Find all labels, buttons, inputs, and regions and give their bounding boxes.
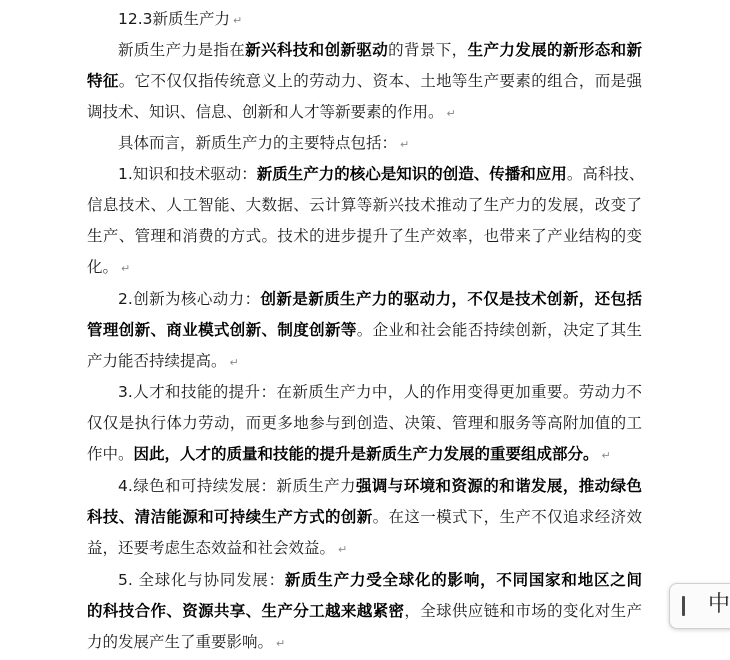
- bold-text: 因此，人才的质量和技能的提升是新质生产力发展的重要组成部分。: [133, 445, 599, 463]
- body-text: ，全球供应链和市场的变化对生产: [404, 602, 642, 620]
- bold-text: 科技、清洁能源和可持续生产方式的创新: [87, 508, 373, 526]
- paragraph-7-line-3: [87, 632, 642, 654]
- paragraph-mark: ↵: [601, 449, 611, 462]
- body-text: 作中。: [87, 445, 134, 463]
- paragraph-4-line-2: [87, 320, 642, 342]
- paragraph-mark: ↵: [276, 637, 286, 650]
- paragraph-6-line-3: [87, 538, 642, 560]
- paragraph-mark: ↵: [338, 543, 348, 556]
- bold-text: 的科技合作、资源共享、生产分工越来越紧密: [87, 602, 405, 620]
- body-text: 仅仅是执行体力劳动，而更多地参与到创造、决策、管理和服务等高附加值的工: [87, 414, 642, 432]
- paragraph-6-line-1: [118, 476, 642, 498]
- body-text: 。它不仅仅指传统意义上的劳动力、资本、土地等生产要素的组合，而是强: [118, 72, 642, 90]
- body-text: 调技术、知识、信息、创新和人才等新要素的作用。: [87, 103, 444, 121]
- paragraph-3-line-2: [87, 195, 642, 217]
- body-text: 。企业和社会能否持续创新，决定了其生: [356, 321, 642, 339]
- paragraph-mark: ↵: [229, 356, 239, 369]
- body-text: 化。: [87, 258, 119, 276]
- bold-text: 新兴科技和创新驱动: [245, 41, 389, 59]
- body-text: 2.创新为核心动力：: [118, 290, 261, 308]
- paragraph-5-line-2: [87, 413, 642, 435]
- ime-toolbar[interactable]: [669, 583, 730, 629]
- paragraph-6-line-2: [87, 507, 642, 529]
- body-text: 的背景下，: [388, 41, 468, 59]
- paragraph-4-line-3: [87, 351, 642, 373]
- body-text: 。在这一模式下，生产不仅追求经济效: [372, 508, 642, 526]
- bold-text: 生产力发展的新形态和新: [467, 41, 642, 59]
- paragraph-mark: ↵: [121, 262, 131, 275]
- paragraph-2-line-1: [118, 133, 642, 155]
- paragraph-5-line-3: [87, 444, 642, 466]
- body-text: 新质生产力是指在: [118, 41, 246, 59]
- body-text: 信息技术、人工智能、大数据、云计算等新兴技术推动了生产力的发展，改变了: [87, 196, 642, 214]
- paragraph-mark: ↵: [446, 107, 456, 120]
- ime-drag-handle-icon[interactable]: [682, 596, 685, 616]
- bold-text: 新质生产力受全球化的影响，不同国家和地区之间: [284, 571, 642, 589]
- paragraph-mark: ↵: [400, 138, 410, 151]
- body-text: 具体而言，新质生产力的主要特点包括：: [118, 134, 398, 152]
- paragraph-1-line-3: [87, 102, 642, 124]
- body-text: 力的发展产生了重要影响。: [87, 633, 274, 651]
- body-text: 产力能否持续提高。: [87, 352, 227, 370]
- section-heading-text: 12.3新质生产力: [118, 10, 231, 28]
- ime-mode-indicator[interactable]: 中: [708, 592, 730, 617]
- body-text: 3.人才和技能的提升：在新质生产力中，人的作用变得更加重要。劳动力不: [118, 383, 642, 401]
- paragraph-mark: ↵: [233, 14, 243, 27]
- paragraph-3-line-4: [87, 257, 642, 279]
- paragraph-1-line-1: [118, 40, 642, 62]
- paragraph-5-line-1: [118, 382, 642, 404]
- paragraph-7-line-1: [118, 570, 642, 592]
- body-text: 。高科技、: [566, 165, 645, 183]
- body-text: 5. 全球化与协同发展：: [118, 571, 285, 589]
- paragraph-7-line-2: [87, 601, 642, 623]
- body-text: 益，还要考虑生态效益和社会效益。: [87, 539, 336, 557]
- section-heading: [118, 9, 673, 31]
- bold-text: 管理创新、商业模式创新、制度创新等: [87, 321, 357, 339]
- body-text: 生产、管理和消费的方式。技术的进步提升了生产效率，也带来了产业结构的变: [87, 227, 642, 245]
- paragraph-1-line-2: [87, 71, 642, 93]
- bold-text: 特征: [87, 72, 119, 90]
- bold-text: 强调与环境和资源的和谐发展，推动绿色: [355, 477, 642, 495]
- paragraph-3-line-1: [118, 164, 645, 186]
- body-text: 4.绿色和可持续发展：新质生产力: [118, 477, 356, 495]
- body-text: 1.知识和技术驱动：: [118, 165, 257, 183]
- paragraph-3-line-3: [87, 226, 642, 248]
- paragraph-4-line-1: [118, 289, 642, 311]
- bold-text: 新质生产力的核心是知识的创造、传播和应用: [256, 165, 567, 183]
- bold-text: 创新是新质生产力的驱动力，不仅是技术创新，还包括: [260, 290, 642, 308]
